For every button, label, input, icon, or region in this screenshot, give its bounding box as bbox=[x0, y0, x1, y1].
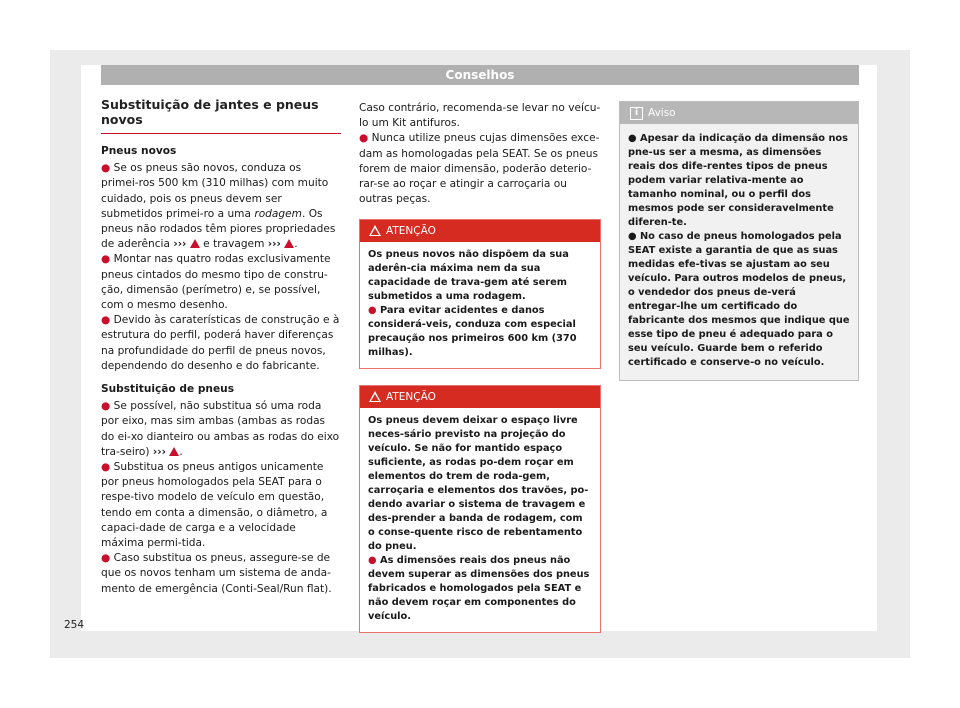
page-number: 254 bbox=[64, 619, 85, 631]
warning-icon bbox=[190, 239, 200, 248]
warning-icon bbox=[369, 391, 381, 402]
bullet-icon: ● bbox=[101, 314, 111, 327]
bullet-icon: ● bbox=[101, 400, 111, 413]
column-middle bbox=[359, 101, 601, 633]
reference-arrow-icon: ››› bbox=[152, 445, 167, 458]
warning-text: Os pneus devem deixar o espaço livre neces-sário previsto na projeção do veículo. Se não for mantido espaço suficiente, as rodas po-dem roçar em elementos do trem de roda-gem, carroçaria e elementos dos travões, po-dendo avariar o sistema de travagem e des-prender a banda de rodagem, com o conse-quente risco de rebentamento do pneu. bbox=[368, 415, 589, 553]
bullet-icon: ● bbox=[368, 555, 377, 567]
warning-icon bbox=[369, 225, 381, 236]
bullet-icon: ● bbox=[101, 162, 111, 175]
column-right bbox=[619, 101, 859, 381]
list-item: ● Nunca utilize pneus cujas dimensões exce-dam as homologadas pela SEAT. Se os pneus forem de maior dimensão, poderão deterio-rar-se ao roçar e atingir a carroçaria ou outras peças. bbox=[359, 132, 600, 206]
warning-header: ATENÇÃO bbox=[360, 220, 600, 242]
bullet-icon: ● bbox=[628, 231, 637, 242]
warning-box bbox=[359, 219, 601, 369]
subheading-new-tyres: Pneus novos bbox=[101, 145, 177, 157]
warning-header: ATENÇÃO bbox=[360, 386, 600, 408]
list-item: ● Para evitar acidentes e danos considerá-veis, conduza com especial precaução nos primeiros 600 km (370 milhas). bbox=[368, 305, 577, 359]
warning-icon bbox=[284, 239, 294, 248]
reference-arrow-icon: ››› bbox=[267, 238, 281, 251]
column-left bbox=[101, 97, 341, 597]
list-item: ● Caso substitua os pneus, assegure-se de que os novos tenham um sistema de anda-mento de emergência (Conti-Seal/Run flat). bbox=[101, 552, 332, 595]
bullet-icon: ● bbox=[101, 461, 111, 474]
list-item: ● Montar nas quatro rodas exclusivamente pneus cintados do mesmo tipo de constru-ção, dimensão (perímetro) e, se possível, com o mesmo desenho. bbox=[101, 253, 331, 312]
bullet-icon: ● bbox=[101, 552, 111, 565]
list-item: ● Substitua os pneus antigos unicamente por pneus homologados pela SEAT para o respe-tivo modelo de veículo em questão, tendo em conta a dimensão, o diâmetro, a capaci-dade de carga e a velocidade máxima permi-tida. bbox=[101, 461, 328, 550]
subheading-replace-tyres: Substituição de pneus bbox=[101, 383, 235, 396]
chapter-header: Conselhos bbox=[101, 65, 859, 85]
note-box bbox=[619, 101, 859, 381]
paragraph: Caso contrário, recomenda-se levar no veícu-lo um Kit antifuros. bbox=[359, 102, 601, 130]
list-item: ● No caso de pneus homologados pela SEAT existe a garantia de que as suas medidas efe-tivas se ajustam ao seu veículo. Para outros modelos de pneus, o vendedor dos pneus de-verá entregar-lhe um certificado do fabricante dos mesmos que indique que esse tipo de pneu é adequado para o seu veículo. Guarde bem o referido certificado e conserve-o no veículo. bbox=[628, 231, 850, 368]
section-title: Substituição de jantes e pneus novos bbox=[101, 97, 341, 134]
info-icon: i bbox=[630, 107, 643, 120]
warning-box bbox=[359, 385, 601, 633]
bullet-icon: ● bbox=[368, 305, 377, 317]
bullet-icon: ● bbox=[101, 253, 111, 266]
bullet-icon: ● bbox=[359, 132, 369, 145]
list-item: ● As dimensões reais dos pneus não devem superar as dimensões dos pneus fabricados e homologados pela SEAT e não devem roçar em componentes do veículo. bbox=[368, 555, 590, 623]
list-item: ● Devido às caraterísticas de construção e à estrutura do perfil, poderá haver diferenças na profundidade do perfil de pneus novos, dependendo do desenho e do fabricante. bbox=[101, 314, 340, 372]
warning-text: Os pneus novos não dispõem da sua aderên-cia máxima nem da sua capacidade de trava-gem até serem submetidos a uma rodagem. bbox=[368, 249, 569, 303]
note-header: i Aviso bbox=[620, 102, 858, 124]
list-item: ● Se os pneus são novos, conduza os primei-ros 500 km (310 milhas) com muito cuidado, pois os pneus devem ser submetidos primei-ro a uma rodagem. Os pneus não rodados têm piores propriedades de aderência ››› e travagem ››› . bbox=[101, 162, 336, 251]
bullet-icon: ● bbox=[628, 133, 637, 144]
reference-arrow-icon: ››› bbox=[173, 238, 187, 251]
list-item: ● Apesar da indicação da dimensão nos pne-us ser a mesma, as dimensões reais dos dife-rentes tipos de pneus podem variar relativa-mente ao tamanho nominal, ou o perfil dos mesmos pode ser consideravelmente diferen-te. bbox=[628, 133, 848, 228]
list-item: ● Se possível, não substitua só uma roda por eixo, mas sim ambas (ambas as rodas do ei-xo dianteiro ou ambas as rodas do eixo tra-seiro) ››› . bbox=[101, 400, 340, 458]
warning-icon bbox=[169, 447, 179, 456]
